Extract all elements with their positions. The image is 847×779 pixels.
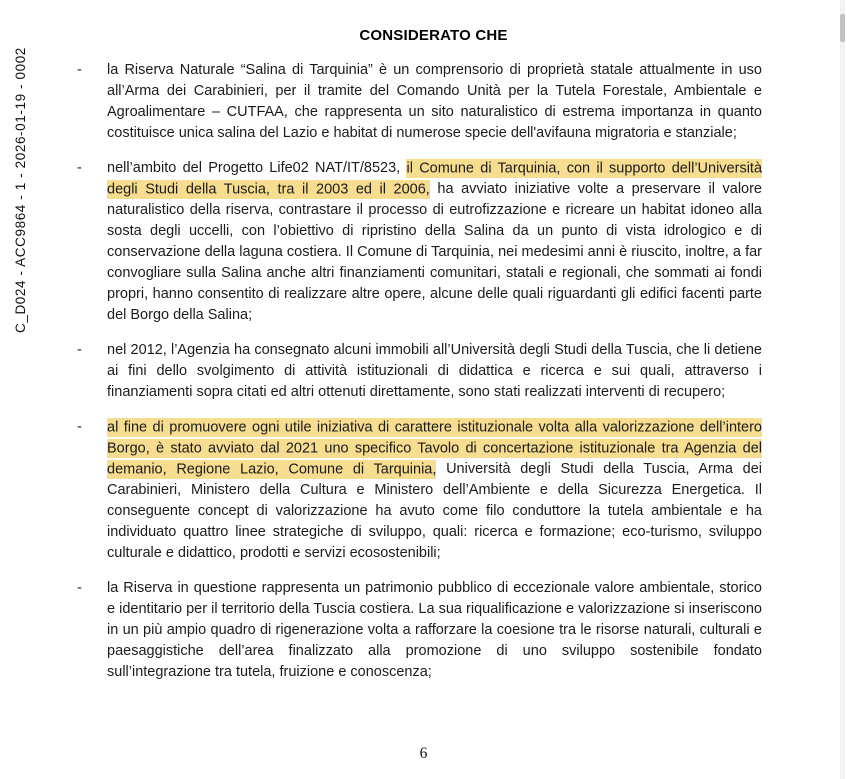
- body-text: nel 2012, l’Agenzia ha consegnato alcuni immobili all’Università degli Studi della Tuscia, che li detiene ai fini dello svolgimento di attività istituzionali di didattica e ricerca e sui quali, attraverso i finanziamenti sopra citati ed altri ottenuti direttamente, sono stati realizzati interventi di recupero;: [107, 342, 762, 400]
- paragraph-item: [75, 578, 762, 683]
- body-text: la Riserva Naturale “Salina di Tarquinia” è un comprensorio di proprietà statale attualmente in uso all’Arma dei Carabinieri, per il tramite del Comando Unità per la Tutela Forestale, Ambientale e Agroalimentare – CUTFAA, che rappresenta un sito naturalistico di estrema importanza in quanto costituisce unica salina del Lazio e habitat di numerose specie dell'avifauna migratoria e stanziale;: [107, 62, 762, 141]
- paragraph-text: [107, 578, 762, 683]
- bullet-dash: -: [77, 160, 82, 176]
- paragraph-item: [75, 340, 762, 403]
- highlighted-text: il Comune di Tarquinia, con il supporto dell’Università degli Studi della Tuscia, tra il 2003 ed il 2006,: [107, 160, 763, 197]
- bullet-dash: -: [77, 62, 82, 78]
- paragraph-text: [107, 340, 762, 403]
- body-text: ha avviato iniziative volte a preservare il valore naturalistico della riserva, contrastare il processo di eutrofizzazione e ricreare un habitat idoneo alla sosta degli uccelli, con l’obiettivo di ripristino della Salina da un punto di vista idrologico e di conservazione della laguna costiera. Il Comune di Tarquinia, nei medesimi anni è riuscito, inoltre, a far convogliare sulla Salina anche altri finanziamenti comunitari, statali e regionali, che sommati ai fondi propri, hanno consentito di realizzare altre opere, alcune delle quali riguardanti gli edifici facenti parte del Borgo della Salina;: [107, 181, 762, 323]
- margin-protocol-code: C_D024 - ACC9864 - 1 - 2026-01-19 - 0002: [13, 47, 28, 333]
- bullet-dash: -: [77, 342, 82, 358]
- scrollbar-thumb[interactable]: [840, 14, 845, 42]
- paragraph-text: [107, 417, 762, 564]
- highlighted-text: al fine di promuovere ogni utile iniziativa di carattere istituzionale volta alla valorizzazione dell’intero Borgo, è stato avviato dal 2021 uno specifico Tavolo di concertazione istituzionale tra Agenzia del demanio, Regione Lazio, Comune di Tarquinia,: [107, 419, 762, 477]
- scrollbar-track[interactable]: [840, 0, 845, 779]
- body-text: la Riserva in questione rappresenta un patrimonio pubblico di eccezionale valore ambientale, storico e identitario per il territorio della Tuscia costiera. La sua riqualificazione e valorizzazione si inseriscono in un più ampio quadro di rigenerazione volta a rafforzare la coesione tra le risorse naturali, culturali e paesaggistiche dell’area finalizzato alla promozione di uno sviluppo sostenibile fondato sull’integrazione tra tutela, fruizione e conoscenza;: [107, 580, 762, 680]
- paragraph-item: [75, 417, 762, 564]
- bullet-dash: -: [77, 419, 82, 435]
- paragraph-item: [75, 60, 762, 144]
- body-text: nell’ambito del Progetto Life02 NAT/IT/8523,: [107, 160, 407, 176]
- document-page: [75, 27, 762, 697]
- paragraph-item: [75, 158, 762, 326]
- paragraph-text: [107, 158, 762, 326]
- page-number: 6: [419, 745, 428, 762]
- bullet-dash: -: [77, 580, 82, 596]
- paragraph-text: [107, 60, 762, 144]
- page-title: CONSIDERATO CHE: [359, 27, 508, 44]
- body-text: Università degli Studi della Tuscia, Arma dei Carabinieri, Ministero della Cultura e Ministero dell’Ambiente e della Sicurezza Energetica. Il conseguente concept di valorizzazione ha avuto come filo conduttore la tutela ambientale e ha individuato quattro linee strategiche di sviluppo, quali: ricerca e formazione; eco-turismo, sviluppo culturale e didattico, prodotti e servizi ecosostenibili;: [107, 461, 762, 561]
- considerato-list: [75, 60, 762, 683]
